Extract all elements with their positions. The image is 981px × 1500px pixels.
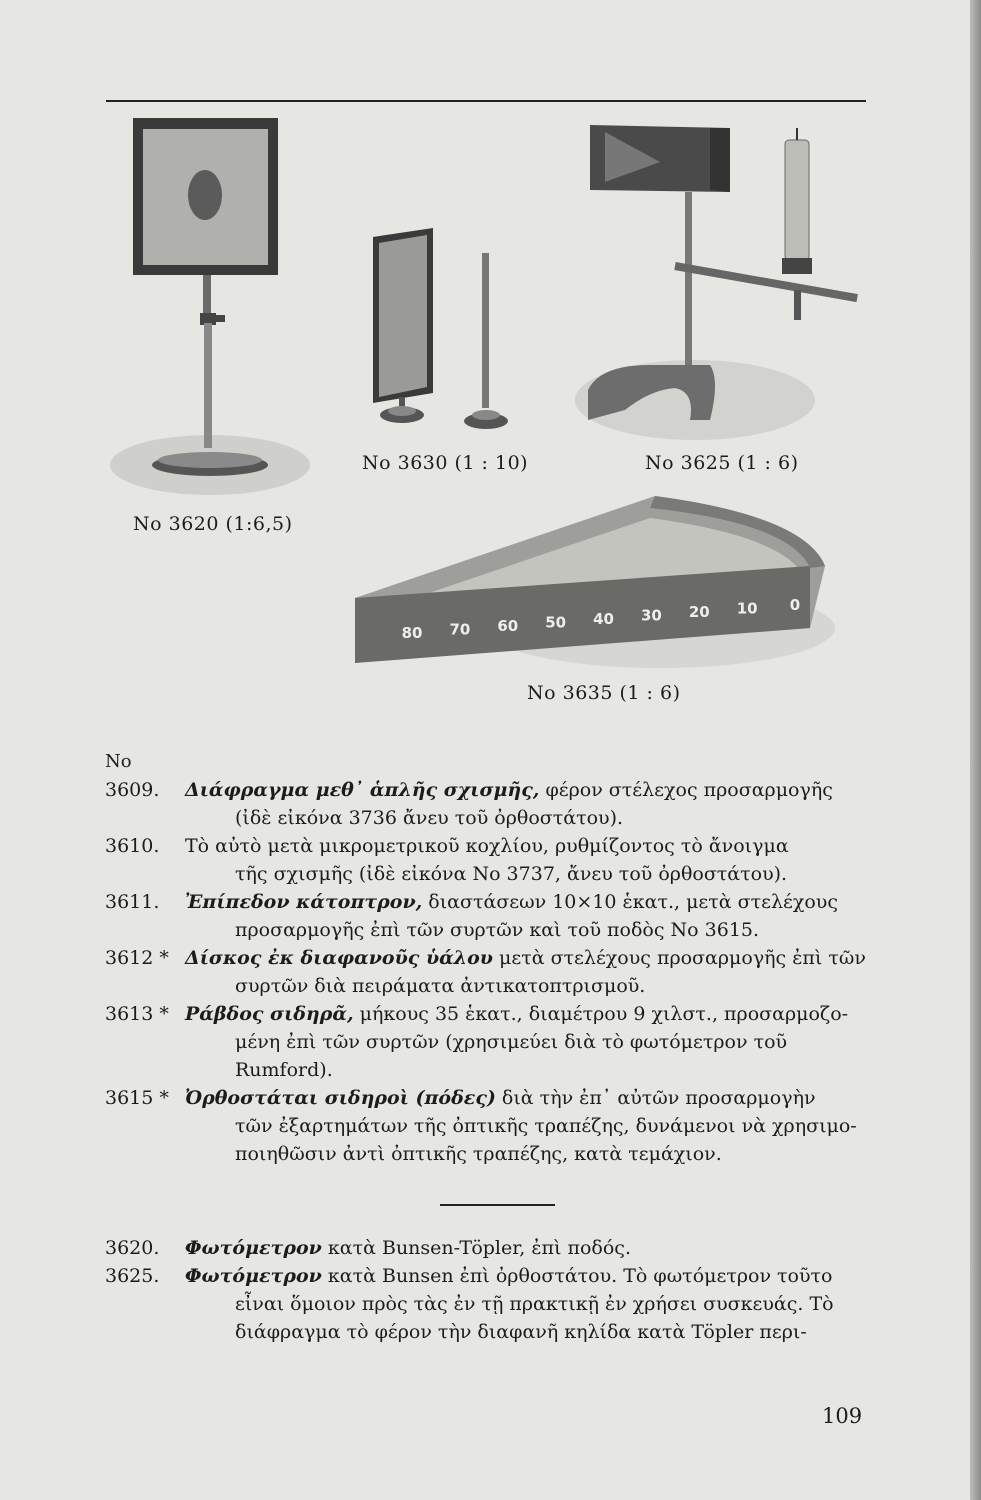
- photometer-with-candle-icon: [560, 120, 865, 445]
- entry-first-line: [185, 1084, 870, 1112]
- caption-3620: No 3620 (1:6,5): [133, 513, 293, 535]
- caption-3625: No 3625 (1 : 6): [645, 452, 799, 474]
- catalog-entry: [105, 944, 870, 1000]
- entry-first-line: [185, 1262, 870, 1290]
- caption-3630: No 3630 (1 : 10): [362, 452, 529, 474]
- section-separator: [440, 1204, 555, 1206]
- entry-description: τῶν ἐξαρτημάτων τῆς ὀπτικῆς τραπέζης, δυνάμενοι νὰ χρησιμο- ποιηθῶσιν ἀντὶ ὀπτικῆς τραπέζης, κατὰ τεμάχιον.: [235, 1115, 857, 1165]
- plane-mirror-and-rod-icon: [365, 225, 535, 440]
- entry-line1: διαστάσεων 10×10 ἑκατ., μετὰ στελέχους: [428, 891, 838, 913]
- entry-description: προσαρμογῆς ἐπὶ τῶν συρτῶν καὶ τοῦ ποδὸς Νο 3615.: [235, 919, 760, 941]
- entry-line1: φέρον στέλεχος προσαρμογῆς: [545, 779, 833, 801]
- entry-title: Ράβδος σιδηρᾶ,: [185, 1003, 354, 1025]
- entry-list-second: [105, 1234, 870, 1346]
- scale-number: 60: [497, 617, 519, 635]
- entry-number: 3609.: [105, 779, 160, 801]
- entry-title: Ὀρθοστάται σιδηροὶ (πόδες): [185, 1087, 496, 1109]
- scale-number: 30: [640, 606, 662, 625]
- caption-3635: No 3635 (1 : 6): [527, 682, 681, 704]
- list-header: No: [105, 751, 132, 772]
- entry-title: Δίσκος ἐκ διαφανοῦς ὑάλου: [185, 947, 493, 969]
- entry-title: Ἐπίπεδον κάτοπτρον,: [185, 891, 423, 913]
- catalog-entry: [105, 1234, 870, 1262]
- entry-description: εἶναι ὅμοιον πρὸς τὰς ἐν τῇ πρακτικῇ ἐν χρήσει συσκευάς. Τὸ διάφραγμα τὸ φέρον τὴν διαφανῆ κηλίδα κατὰ Töpler περι-: [235, 1293, 834, 1343]
- catalog-entry: [105, 776, 870, 832]
- entry-line1: μήκους 35 ἑκατ., διαμέτρου 9 χιλστ., προσαρμοζο-: [359, 1003, 849, 1025]
- page-edge: [970, 0, 981, 1500]
- entry-number: 3610.: [105, 835, 160, 857]
- scale-number: 0: [789, 596, 801, 614]
- catalog-entry: [105, 1000, 870, 1084]
- entry-first-line: [185, 776, 870, 804]
- catalog-entry: [105, 1084, 870, 1168]
- scale-number: 20: [688, 603, 710, 621]
- catalog-entry: [105, 1262, 870, 1346]
- entry-first-line: [185, 832, 870, 860]
- catalog-entries: [105, 748, 870, 1346]
- entry-line1: κατὰ Bunsen ἐπὶ ὀρθοστάτου. Τὸ φωτόμετρον τοῦτο: [327, 1265, 833, 1287]
- entry-description: μένη ἐπὶ τῶν συρτῶν (χρησιμεύει διὰ τὸ φωτόμετρον τοῦ Rumford).: [235, 1031, 788, 1081]
- entry-title: Διάφραγμα μεθ᾽ ἁπλῆς σχισμῆς,: [185, 779, 540, 801]
- top-rule: [106, 100, 866, 102]
- scale-number: 10: [736, 599, 758, 618]
- page-number: 109: [822, 1404, 863, 1428]
- entry-description: συρτῶν διὰ πειράματα ἀντικατοπτρισμοῦ.: [235, 975, 646, 997]
- entry-first-line: [185, 888, 870, 916]
- entry-number: 3613 *: [105, 1003, 169, 1025]
- scale-number: 40: [593, 610, 614, 628]
- entry-line1: κατὰ Bunsen-Töpler, ἐπὶ ποδός.: [327, 1237, 631, 1259]
- entry-list: [105, 776, 870, 1168]
- entry-description: τῆς σχισμῆς (ἰδὲ εἰκόνα Νο 3737, ἄνευ τοῦ ὀρθοστάτου).: [235, 863, 788, 885]
- entry-line1: διὰ τὴν ἐπ᾽ αὐτῶν προσαρμογὴν: [501, 1087, 816, 1109]
- catalog-entry: [105, 888, 870, 944]
- scale-number: 70: [449, 620, 471, 639]
- entry-number: 3625.: [105, 1265, 160, 1287]
- entry-description: (ἰδὲ εἰκόνα 3736 ἄνευ τοῦ ὀρθοστάτου).: [235, 807, 624, 829]
- entry-number: 3612 *: [105, 947, 169, 969]
- entry-number: 3615 *: [105, 1087, 169, 1109]
- scale-number: 80: [401, 624, 423, 642]
- semicircular-scale-box-icon: [350, 488, 860, 678]
- catalog-entry: [105, 832, 870, 888]
- entry-first-line: [185, 944, 870, 972]
- photometer-on-foot-icon: [105, 115, 315, 500]
- entry-number: 3620.: [105, 1237, 160, 1259]
- entry-line1: Τὸ αὐτὸ μετὰ μικρομετρικοῦ κοχλίου, ρυθμίζοντος τὸ ἄνοιγμα: [185, 835, 789, 857]
- entry-title: Φωτόμετρον: [185, 1265, 322, 1287]
- entry-title: Φωτόμετρον: [185, 1237, 322, 1259]
- entry-first-line: [185, 1234, 870, 1262]
- entry-line1: μετὰ στελέχους προσαρμογῆς ἐπὶ τῶν: [499, 947, 866, 969]
- entry-number: 3611.: [105, 891, 160, 913]
- entry-first-line: [185, 1000, 870, 1028]
- scale-number: 50: [545, 613, 567, 632]
